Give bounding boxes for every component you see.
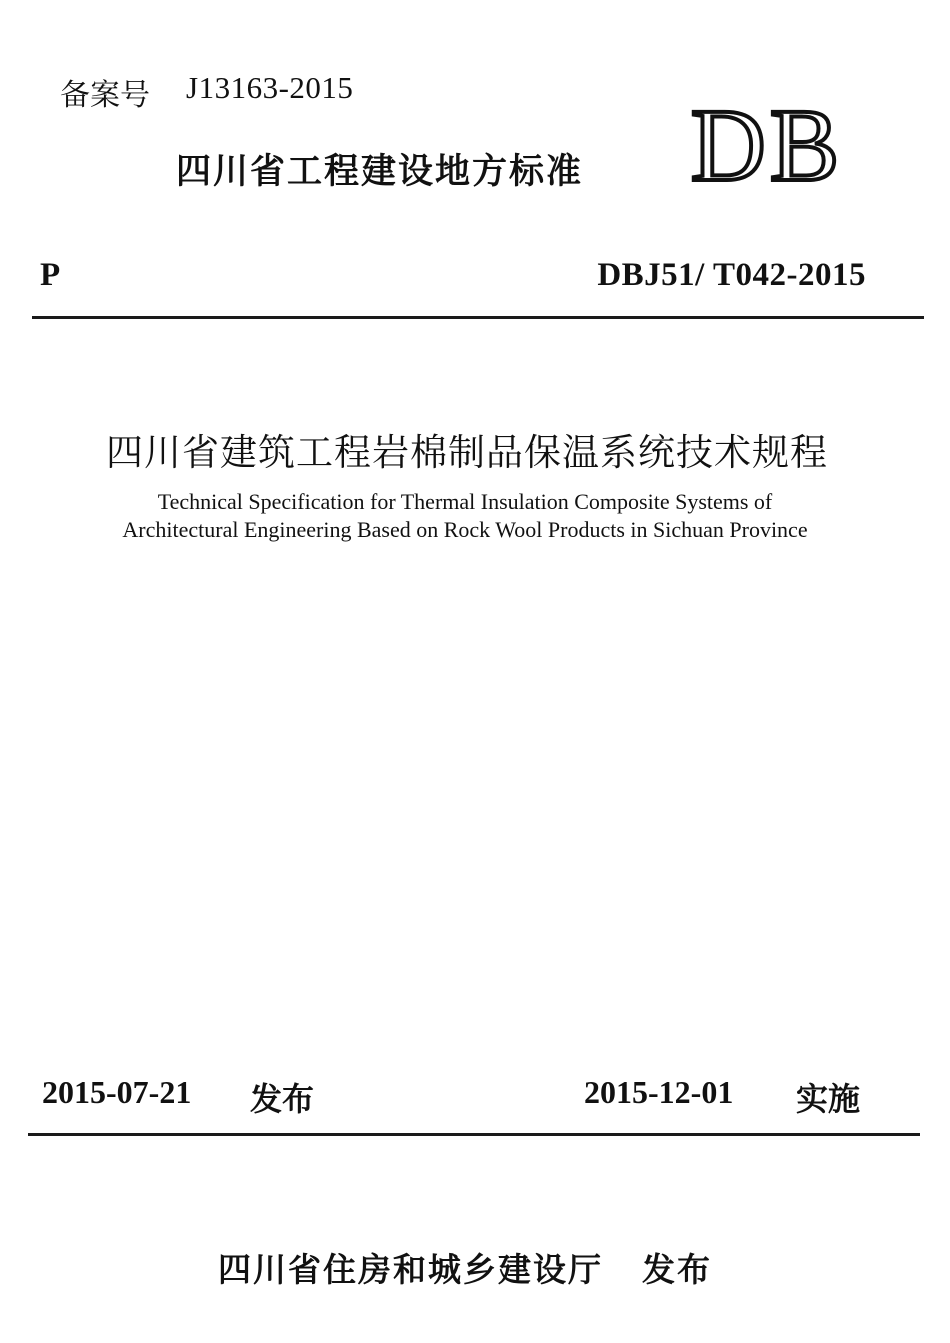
- record-label: 备案号: [60, 78, 150, 113]
- document-title-english: [0, 488, 930, 544]
- english-title-line-2: Architectural Engineering Based on Rock Wool Products in Sichuan Province: [122, 517, 808, 542]
- issue-label: 发布: [250, 1080, 315, 1118]
- standard-number: DBJ51/ T042-2015: [597, 257, 866, 293]
- record-number: J13163-2015: [186, 70, 354, 105]
- publisher: 四川省住房和城乡建设厅: [218, 1250, 603, 1289]
- db-logo: [664, 98, 870, 186]
- bottom-divider: [28, 1133, 920, 1136]
- publish-label: 发布: [642, 1250, 712, 1289]
- classification-code: P: [40, 257, 61, 293]
- db-logo-text: DB: [690, 98, 844, 186]
- standard-category: 四川省工程建设地方标准: [176, 152, 584, 192]
- english-title-line-1: Technical Specification for Thermal Insulation Composite Systems of: [157, 489, 773, 514]
- implementation-label: 实施: [796, 1080, 861, 1118]
- document-title-chinese: 四川省建筑工程岩棉制品保温系统技术规程: [106, 431, 828, 474]
- issue-date: 2015-07-21: [42, 1074, 192, 1110]
- top-divider: [32, 316, 924, 319]
- implementation-date: 2015-12-01: [584, 1074, 734, 1110]
